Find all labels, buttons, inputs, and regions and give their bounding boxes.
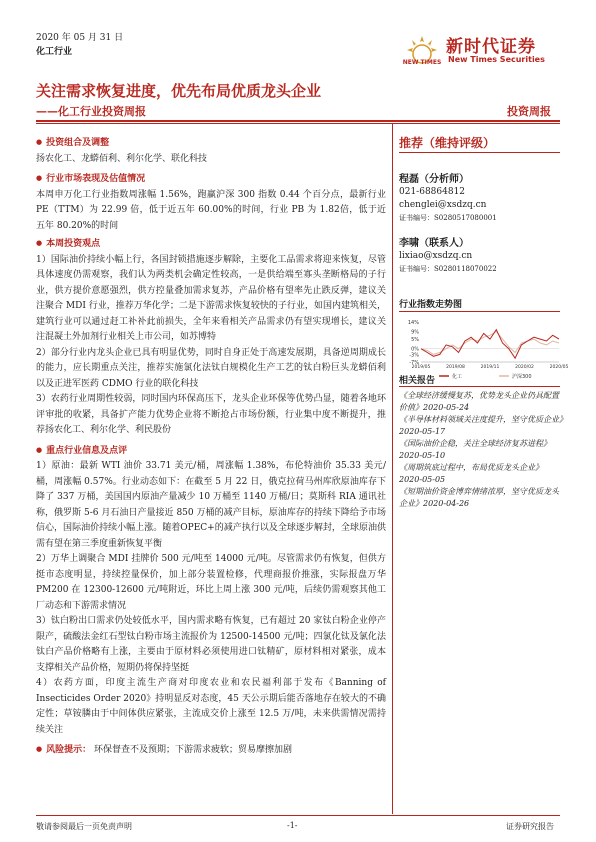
report-type: 投资周报 (507, 105, 551, 118)
analyst-cert: 证书编号：S0280517080001 (399, 214, 497, 222)
contact-cert: 证书编号：S0280118070022 (399, 265, 497, 273)
column-divider (392, 124, 393, 814)
y-tick-label: 14% (407, 320, 419, 326)
x-tick-label: 2019/11 (480, 365, 500, 370)
legend-label: 化工 (452, 374, 463, 380)
chart-title: 行业指数走势图 (399, 300, 463, 310)
industry-label: 化工行业 (36, 47, 73, 57)
logo-chinese-name: 新时代证券 (446, 37, 536, 57)
x-tick-label: 2019/08 (446, 365, 465, 370)
chart-title-divider (399, 311, 560, 312)
y-tick-label: -3% (409, 352, 419, 359)
related-report[interactable]: 《短期油价资金博弈情绪浓厚，坚守优质龙头企业》2020-04-26 (399, 487, 559, 508)
y-tick-label: 9% (411, 329, 419, 336)
analyst-phone: 021-68864812 (399, 187, 466, 197)
section-title-view: ● 本周投资观点 (36, 235, 386, 253)
news-paragraph: 3）钛白粉出口需求仍处较低水平，国内需求略有恢复，已有超过 20 家钛白粉企业停产限产，硫酸法金红石型钛白粉市场主流报价为 12500-14500 元/吨；四氯化钛及氯化法钛白产品价格略有上涨，主要由于原材料必须使用进口钛精矿，原材料相对紧张，成本支撑相关产品价格，短期仍将保持坚挺 (36, 616, 386, 673)
footer-report-label: 证券研究报告 (506, 822, 554, 831)
portfolio-text: 扬农化工、龙蟒佰利、利尔化学、联化科技 (36, 153, 208, 164)
logo-english-name: New Times Securities (448, 55, 545, 64)
section-title-portfolio: ● 投资组合及调整 (36, 134, 386, 152)
view-paragraph: 2）部分行业内龙头企业已具有明显优势，同时自身正处于高速发展期，具备逆周期成长的能力，应长期重点关注，推荐实施氯化法钛白规模化生产工艺的钛白粉巨头龙蟒佰利以及正进军医药 CDMO 行业的联化科技 (36, 347, 386, 389)
report-subtitle: ——化工行业投资周报 (36, 105, 146, 118)
y-tick-label: 0% (411, 346, 419, 353)
view-paragraph: 1）国际油价持续小幅上行，各国封锁措施逐步解除，主要化工品需求将迎来恢复，尽管具体速度仍需观察，我们认为两类机会确定性较高，一是供给端至寡头垄断格局的子行业，供方提价意愿强烈，供方控量叠加需求复苏，产品价格有望率先止跌反弹，建议关注聚合 MDI 行业，推荐万华化学；二是下游需求恢复较快的子行业，如国内建筑相关，建筑行业可以通过赶工补补此前损失，全年来看相关产品需求仍有望实现增长，建议关注混凝土外加剂行业相关上市公司，如苏博特 (36, 254, 386, 342)
index-chart-svg (399, 318, 569, 380)
news-paragraph: 4）农药方面，印度主流生产商对印度农业和农民福利部于发布《Banning of Insecticides Order 2020》持明显反对态度，45 天公示期后能否落地存在较大的不确定性；草铵膦由于中间体供应紧张，主流成交价上涨至 12.5 万/吨，未来供需情况需持续关注 (36, 678, 386, 735)
section-title-market: ● 行业市场表现及估值情况 (36, 170, 386, 188)
rating: 推荐（维持评级） (399, 136, 496, 150)
news-paragraph: 1）原油：最新 WTI 油价 33.71 美元/桶，周涨幅 1.38%，布伦特油价 35.33 美元/桶，周涨幅 0.57%。行业动态如下：在截至 5 月 22 日，俄克拉荷马州库欣原油库存下降了 337 万桶，美国国内原油产量减少 10 万桶至 1140 万桶/日；莫斯科 RIA 通讯社称，俄罗斯 5-6 月石油日产量接近 850 万桶的减产目标，原油库存的持续下降给予市场信心，国际油价持续小幅上涨。随着OPEC+的减产执行以及全球逐步解封，全球原油供需有望在第三季度重新恢复平衡 (36, 461, 386, 549)
contact-email: lixiao@xsdzq.cn (399, 251, 473, 261)
y-tick-label: -7% (409, 360, 419, 366)
index-chart (399, 318, 569, 380)
related-report[interactable]: 《国际油价企稳，关注全球经济复苏进程》2020-05-10 (399, 439, 551, 460)
risk-text: 环保督查不及预期；下游需求疲软；贸易摩擦加剧 (94, 745, 293, 755)
title-divider-thin (36, 123, 560, 124)
contact-name: 李啸（联系人） (399, 238, 469, 249)
rating-divider (399, 152, 560, 153)
related-reports-list (399, 390, 567, 510)
report-date: 2020 年 05 月 31 日 (36, 33, 124, 43)
footer-divider (36, 815, 560, 816)
main-content (36, 134, 386, 759)
x-tick-label: 2020/02 (515, 365, 534, 370)
news-paragraph: 2）万华上调聚合 MDI 挂牌价 500 元/吨至 14000 元/吨。尽管需求仍有恢复，但供方挺市态度明显，持续控量保价，加上部分装置检修，代理商报价推涨，实际报盘万华 PM200 在 12300-12600 元/吨附近，环比上周上涨 300 元/吨，后续仍需观察其他工厂动态和下游需求情况 (36, 554, 386, 611)
section-title-risk: ● 风险提示： (36, 745, 91, 755)
section-title-news: ● 重点行业信息及点评 (36, 442, 386, 460)
risk-line (36, 741, 386, 759)
logo-mark-text: NEW TIMES (402, 59, 442, 66)
analyst-block (399, 173, 497, 225)
footer-disclaimer: 敬请参阅最后一页免责声明 (36, 822, 132, 831)
analyst-email: chenglei@xsdzq.cn (399, 200, 487, 210)
related-report[interactable]: 《周期筑底过程中，布局优质龙头企业》2020-05-05 (399, 463, 543, 484)
analyst-name: 程磊（分析师） (399, 174, 469, 185)
x-tick-label: 2020/05 (549, 365, 569, 370)
company-logo (402, 32, 442, 72)
related-report[interactable]: 《全球经济缓慢复苏，优势龙头企业仍具配置价值》2020-05-24 (399, 391, 559, 412)
related-report[interactable]: 《半导体材料领域关注度提升，坚守优质企业》2020-05-17 (399, 415, 567, 436)
series-line-chemical (421, 330, 559, 359)
title-divider (36, 120, 560, 122)
related-divider (399, 386, 560, 387)
legend-label: 沪深300 (512, 374, 532, 380)
related-reports-title: 相关报告 (399, 376, 436, 386)
view-paragraph: 3）农药行业周期性较弱，同时国内环保高压下，龙头企业环保等优势凸显，随着各地环评审批的收紧，具备扩产能力优势企业将不断抢占市场份额，行业集中度不断提升，推荐扬农化工、利尔化学、利民股份 (36, 394, 386, 435)
contact-block (399, 237, 497, 276)
market-text: 本周申万化工行业指数周涨幅 1.56%，跑赢沪深 300 指数 0.44 个百分点，最新行业 PE（TTM）为 22.99 倍，低于近五年 60.00%的时间，行业 PB 为 1.82倍，低于近五年 80.20%的时间 (36, 189, 386, 231)
x-tick-label: 2019/05 (411, 365, 431, 370)
page-number: -1- (287, 821, 298, 830)
report-title: 关注需求恢复进度，优先布局优质龙头企业 (36, 82, 322, 100)
y-tick-label: 5% (411, 337, 419, 344)
